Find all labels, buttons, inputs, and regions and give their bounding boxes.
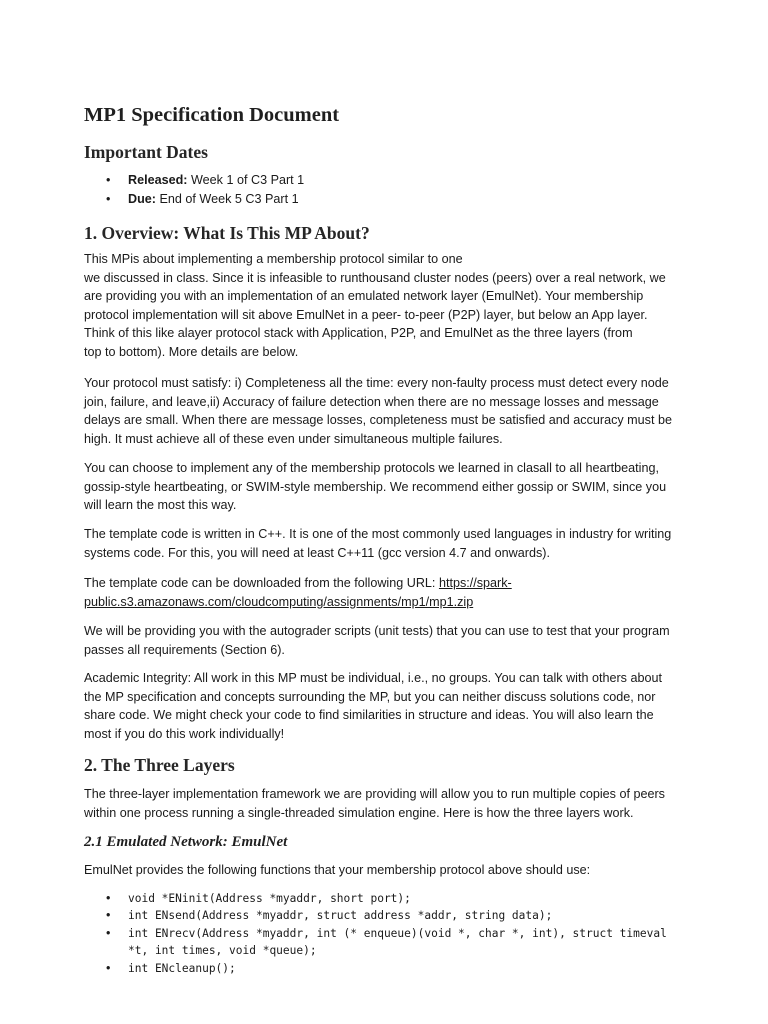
text-line: We will be providing you with the autograder scripts (unit tests) that you can use to test that your program bbox=[84, 624, 670, 638]
text-run: The template code can be downloaded from the following URL: bbox=[84, 576, 439, 590]
released-value: Week 1 of C3 Part 1 bbox=[187, 173, 305, 187]
text-run: we discussed in class. Since it is infeasible to run bbox=[84, 270, 359, 285]
overview-paragraph-3 bbox=[84, 459, 690, 515]
text-line: the MP specification and concepts surrounding the MP, but you can neither discuss solutions code, nor bbox=[84, 689, 656, 704]
text-line: The template code is written in C++. It is one of the most commonly used languages in industry for writing bbox=[84, 527, 672, 541]
academic-integrity-paragraph bbox=[84, 669, 690, 743]
text-run: This MP bbox=[84, 252, 131, 266]
document-title: MP1 Specification Document bbox=[84, 104, 340, 126]
due-value: End of Week 5 C3 Part 1 bbox=[156, 192, 299, 206]
text-line: are providing you with an implementation of an emulated network layer (EmulNet). Your membership bbox=[84, 289, 644, 304]
dates-list bbox=[106, 171, 706, 209]
code-line: int ENrecv(Address *myaddr, int (* enqueue)(void *, char *, int), struct timeval *t, int times, void *queue); bbox=[128, 926, 667, 958]
text-run: Think of this like a bbox=[84, 326, 185, 341]
text-line: share code. We might check your code to find similarities in structure and ideas. You will also learn the bbox=[84, 708, 654, 723]
text-line: high. It must achieve all of these even under simultaneous multiple failures. bbox=[84, 431, 503, 446]
code-line: int ENsend(Address *myaddr, struct address *addr, string data); bbox=[128, 909, 553, 923]
emulnet-heading: 2.1 Emulated Network: EmulNet bbox=[84, 834, 288, 850]
list-item: • Released: Week 1 of C3 Part 1 bbox=[106, 173, 305, 187]
text-run: thousand cluster nodes (peers) over a real network, we bbox=[358, 270, 666, 285]
text-run: is about implementing a membership protocol similar to one bbox=[130, 252, 463, 266]
three-layers-heading: 2. The Three Layers bbox=[84, 755, 235, 775]
text-line: systems code. For this, you will need at least C++11 (gcc version 4.7 and onwards). bbox=[84, 545, 550, 560]
text-line: will learn the most this way. bbox=[84, 498, 237, 513]
overview-paragraph-1 bbox=[84, 250, 690, 362]
list-item: • int ENsend(Address *myaddr, struct address *addr, string data); bbox=[106, 908, 553, 923]
overview-paragraph-6 bbox=[84, 622, 690, 659]
text-line: Academic Integrity: All work in this MP must be individual, i.e., no groups. You can talk with others about bbox=[84, 671, 662, 685]
text-run: ii) Accuracy of failure detection when there are no message losses and message bbox=[210, 394, 659, 409]
text-run: You can choose to implement any of the membership protocols we learned in clas bbox=[84, 461, 540, 475]
overview-paragraph-4 bbox=[84, 525, 690, 562]
released-label: Released: bbox=[128, 173, 188, 187]
text-run: join, failure, and leave, bbox=[84, 394, 211, 409]
due-label: Due: bbox=[128, 192, 156, 206]
code-line: int ENcleanup(); bbox=[128, 961, 236, 975]
text-line: most if you do this work individually! bbox=[84, 726, 285, 741]
text-line: within one process running a single-threaded simulation engine. Here is how the three layers work. bbox=[84, 805, 634, 820]
text-line: top to bottom). More details are below. bbox=[84, 344, 299, 359]
list-item: • void *ENinit(Address *myaddr, short port); bbox=[106, 891, 411, 905]
list-item: • int ENrecv(Address *myaddr, int (* enqueue)(void *, char *, int), struct timeval *t, int times, void *queue); bbox=[106, 925, 667, 958]
overview-paragraph-2 bbox=[84, 374, 690, 448]
list-item: • Due: End of Week 5 C3 Part 1 bbox=[106, 192, 299, 206]
text-line: Your protocol must satisfy: i) Completeness all the time: every non-faulty process must detect every node bbox=[84, 376, 669, 390]
overview-heading: 1. Overview: What Is This MP About? bbox=[84, 223, 370, 243]
code-line: void *ENinit(Address *myaddr, short port); bbox=[128, 892, 411, 905]
text-line: passes all requirements (Section 6). bbox=[84, 642, 285, 657]
overview-paragraph-5 bbox=[84, 574, 690, 611]
download-url-link[interactable]: https://spark- bbox=[438, 576, 512, 590]
important-dates-heading: Important Dates bbox=[84, 142, 208, 162]
text-line: The three-layer implementation framework we are providing will allow you to run multiple copies of peers bbox=[84, 787, 665, 801]
download-url-link-continued[interactable]: public.s3.amazonaws.com/cloudcomputing/assignments/mp1/mp1.zip bbox=[84, 594, 474, 609]
text-line: protocol implementation will sit above EmulNet in a peer- to-peer (P2P) layer, but below an App layer. bbox=[84, 307, 648, 322]
text-line: gossip-style heartbeating, or SWIM-style membership. We recommend either gossip or SWIM, since you bbox=[84, 479, 667, 494]
three-layers-paragraph bbox=[84, 785, 690, 822]
list-item: • int ENcleanup(); bbox=[106, 960, 236, 975]
text-line: EmulNet provides the following functions that your membership protocol above should use: bbox=[84, 863, 591, 877]
emulnet-intro bbox=[84, 861, 690, 880]
text-line: delays are small. When there are message losses, completeness must be satisfied and accuracy must be bbox=[84, 413, 672, 428]
emulnet-function-list bbox=[106, 890, 706, 977]
text-run: all to all heartbeating, bbox=[539, 461, 659, 475]
text-run: layer protocol stack with Application, P2P, and EmulNet as the three layers (from bbox=[184, 326, 633, 341]
